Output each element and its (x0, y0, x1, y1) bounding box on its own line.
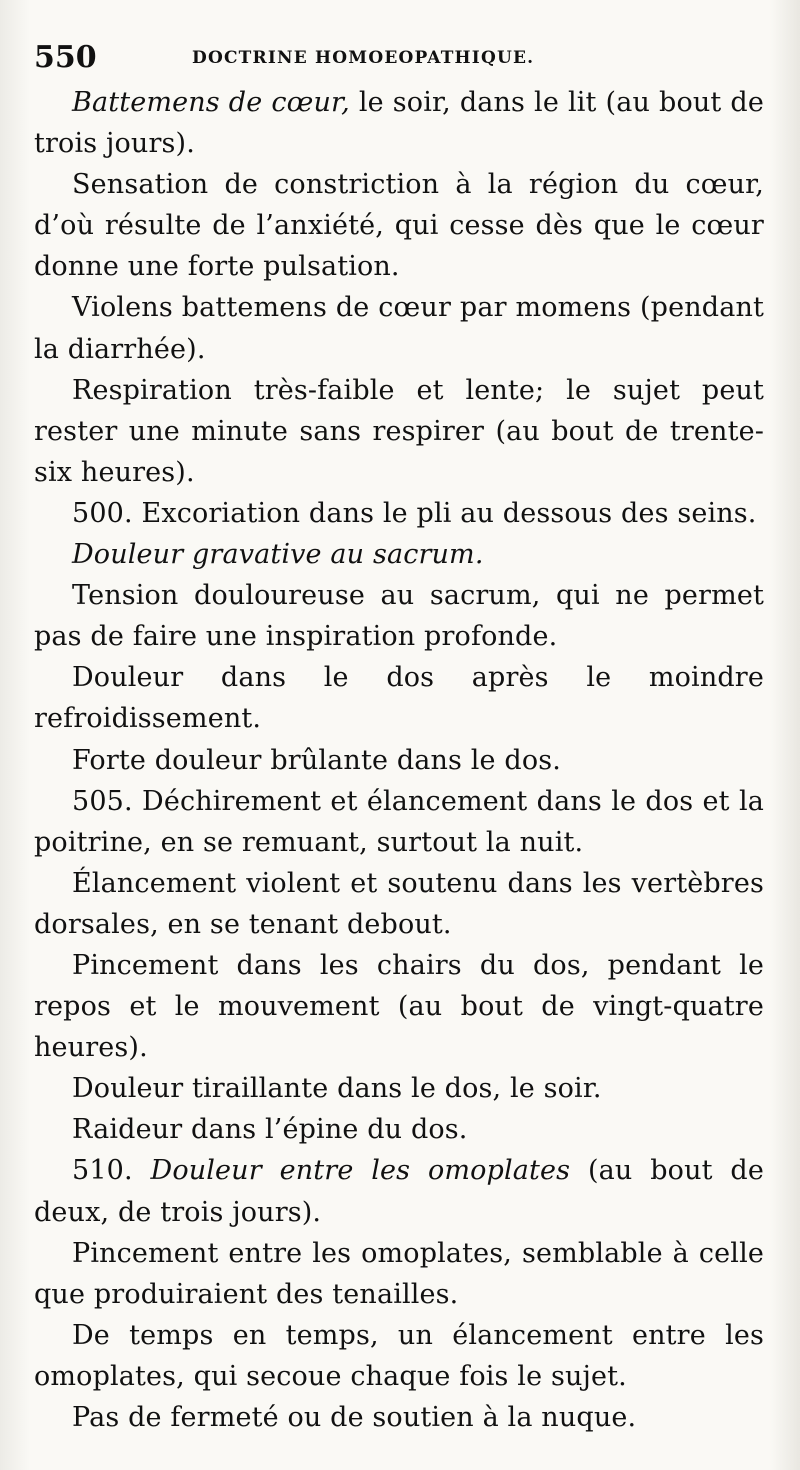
page-header (32, 40, 772, 80)
paragraph: 505. Déchirement et élancement dans le dos et la poitrine, en se remuant, surtout la nuit. (34, 785, 764, 858)
paragraph: Sensation de constriction à la région du cœur, d’où résulte de l’anxiété, qui cesse dès que le cœur donne une forte pulsation. (34, 169, 764, 283)
body-text (34, 82, 764, 1438)
paragraph: Raideur dans l’épine du dos. (72, 1114, 468, 1146)
paragraph: 500. Excoriation dans le pli au dessous des seins. (72, 497, 757, 529)
paragraph: Forte douleur brûlante dans le dos. (72, 744, 561, 776)
paragraph: Violens battemens de cœur par momens (pendant la diarrhée). (34, 292, 764, 365)
paragraph: De temps en temps, un élancement entre les omoplates, qui secoue chaque fois le sujet. (34, 1319, 764, 1392)
paragraph: Douleur tiraillante dans le dos, le soir. (72, 1073, 602, 1105)
paragraph: Élancement violent et soutenu dans les vertèbres dorsales, en se tenant debout. (34, 867, 764, 940)
paragraph: 510. Douleur entre les omoplates (au bout de deux, de trois jours). (34, 1155, 764, 1228)
paragraph: Douleur dans le dos après le moindre refroidissement. (34, 662, 764, 735)
paragraph: Pincement dans les chairs du dos, pendant le repos et le mouvement (au bout de vingt-quatre heures). (34, 949, 764, 1064)
paragraph: Battemens de cœur, le soir, dans le lit (au bout de trois jours). (34, 87, 764, 160)
paragraph: Pincement entre les omoplates, semblable à celle que produiraient des tenailles. (34, 1237, 764, 1310)
paragraph: Respiration très-faible et lente; le sujet peut rester une minute sans respirer (au bout de trente-six heures). (34, 374, 764, 488)
running-head: DOCTRINE HOMOEOPATHIQUE. (192, 48, 535, 68)
paragraph: Douleur gravative au sacrum. (72, 539, 484, 571)
page-number: 550 (34, 40, 97, 75)
paragraph: Tension douloureuse au sacrum, qui ne permet pas de faire une inspiration profonde. (34, 580, 764, 653)
paragraph: Pas de fermeté ou de soutien à la nuque. (72, 1402, 637, 1433)
